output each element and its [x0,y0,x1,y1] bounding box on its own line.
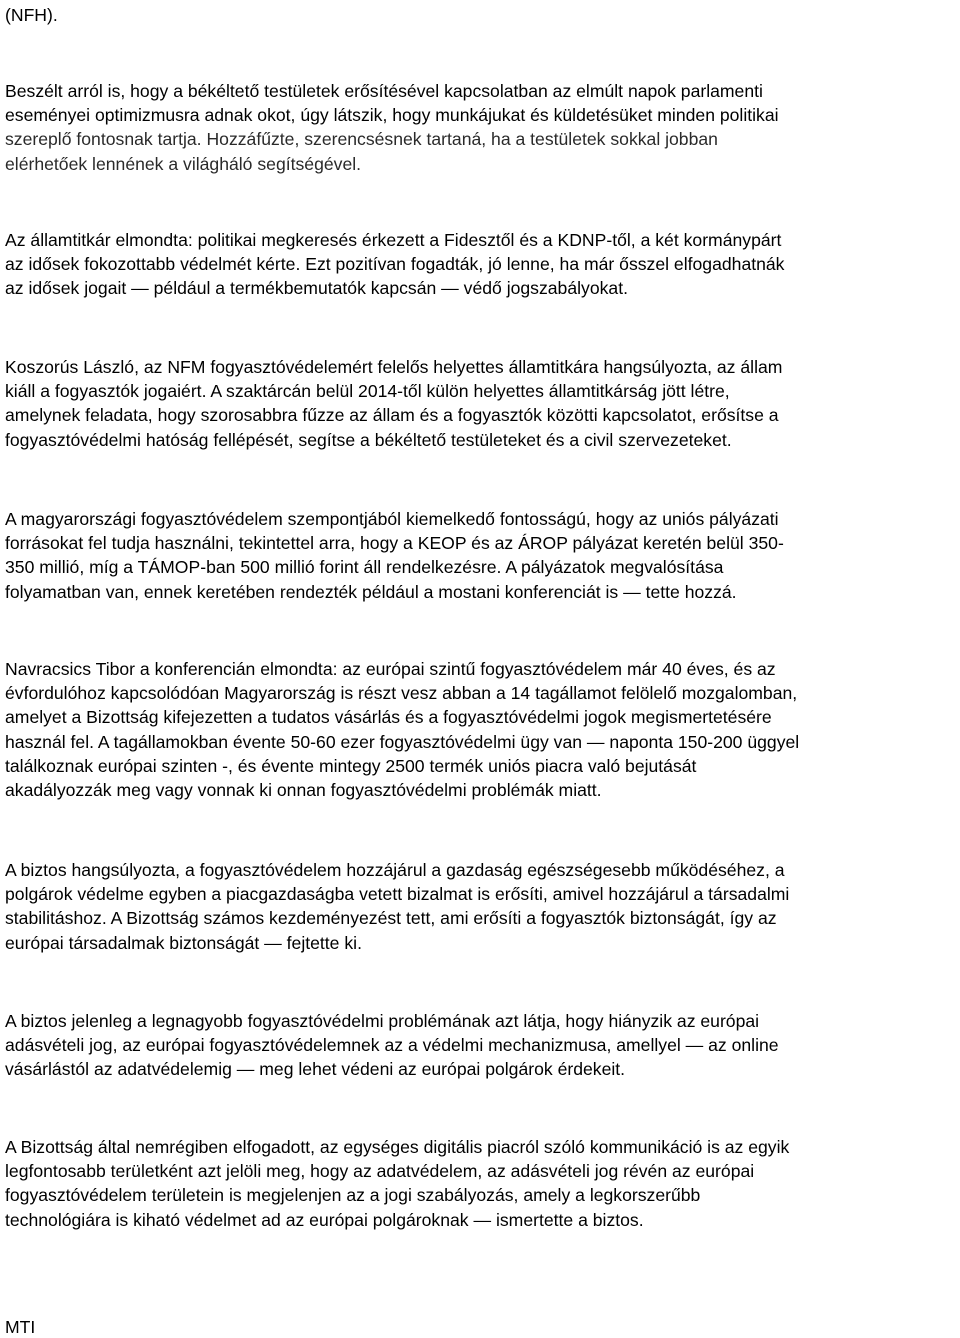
paragraph-6-line-2: polgárok védelme egyben a piacgazdaságba vetett bizalmat is erősíti, amivel hozzájárul a társadalmi [5,884,790,905]
paragraph-7-line-3: vásárlástól az adatvédelemig — meg lehet védeni az európai polgárok érdekeit. [5,1059,626,1080]
paragraph-5-line-4: használ fel. A tagállamokban évente 50-60 ezer fogyasztóvédelmi ügy van — naponta 150-200 üggyel [5,731,800,752]
paragraph-2 [5,228,955,301]
source-footer: MTI [5,1317,36,1337]
paragraph-7-line-2: adásvételi jog, az európai fogyasztóvédelemnek az a védelmi mechanizmusa, amellyel — az online [5,1035,779,1056]
paragraph-4 [5,507,955,604]
paragraph-1-line-4: elérhetőek lennének a világháló segítségével. [5,153,362,174]
paragraph-5 [5,657,955,802]
paragraph-8-line-2: legfontosabb területként azt jelöli meg, hogy az adatvédelem, az adásvételi jog révén az európai [5,1161,755,1182]
paragraph-3-line-2: kiáll a fogyasztók jogaiért. A szaktárcán belül 2014-től külön helyettes államtitkárság jött létre, [5,381,730,402]
paragraph-1-line-1: Beszélt arról is, hogy a békéltető testületek erősítésével kapcsolatban az elmúlt napok parlamenti [5,81,763,101]
paragraph-6-line-1: A biztos hangsúlyozta, a fogyasztóvédelem hozzájárul a gazdaság egészségesebb működéséhez, a [5,860,785,880]
paragraph-4-line-2: forrásokat fel tudja használni, tekintettel arra, hogy a KEOP és az ÁROP pályázat keretén belül 350- [5,533,784,554]
paragraph-3 [5,355,955,452]
paragraph-2-line-2: az idősek fokozottabb védelmét kérte. Ezt pozitívan fogadták, jó lenne, ha már ősszel elfogadhatnák [5,254,785,275]
paragraph-3-line-3: amelynek feladata, hogy szorosabbra fűzze az állam és a fogyasztók közötti kapcsolatot, erősítse a [5,405,779,426]
paragraph-6-line-3: stabilitáshoz. A Bizottság számos kezdeményezést tett, ami erősíti a fogyasztók biztonságát, így az [5,908,777,929]
paragraph-4-line-1: A magyarországi fogyasztóvédelem szempontjából kiemelkedő fontosságú, hogy az uniós pályázati [5,509,779,529]
paragraph-3-line-1: Koszorús László, az NFM fogyasztóvédelemért felelős helyettes államtitkára hangsúlyozta, az állam [5,357,783,377]
paragraph-1 [5,79,955,176]
paragraph-6-line-4: európai társadalmak biztonságát — fejtette ki. [5,932,362,953]
paragraph-5-line-3: amelyet a Bizottság kifejezetten a tudatos vásárlás és a fogyasztóvédelmi jogok megismertetésére [5,707,772,728]
paragraph-8-line-3: fogyasztóvédelem területein is megjelenjen az a jogi szabályozás, amely a legkorszerűbb [5,1185,701,1206]
paragraph-1-line-2: eseményei optimizmusra adnak okot, úgy látszik, hogy munkájukat és küldetésüket minden politikai [5,105,779,126]
paragraph-7-line-1: A biztos jelenleg a legnagyobb fogyasztóvédelmi problémának azt látja, hogy hiányzik az európai [5,1011,760,1031]
top-fragment: (NFH). [5,5,58,25]
paragraph-5-line-2: évfordulóhoz kapcsolódóan Magyarország is részt vesz abban a 14 tagállamot felölelő mozgalomban, [5,683,798,704]
paragraph-7 [5,1009,955,1082]
paragraph-5-line-5: találkoznak európai szinten -, és évente mintegy 2500 termék uniós piacra való bejutását [5,755,697,776]
paragraph-1-line-3: szereplő fontosnak tartja. Hozzáfűzte, szerencsésnek tartaná, ha a testületek sokkal jobban [5,129,718,150]
paragraph-8-line-4: technológiára is kiható védelmet ad az európai polgároknak — ismertette a biztos. [5,1209,644,1230]
paragraph-3-line-4: fogyasztóvédelmi hatóság fellépését, segítse a békéltető testületeket és a civil szervezeteket. [5,429,732,450]
paragraph-8 [5,1135,955,1232]
paragraph-5-line-6: akadályozzák meg vagy vonnak ki onnan fogyasztóvédelmi problémák miatt. [5,780,602,801]
paragraph-6 [5,858,955,955]
paragraph-2-line-3: az idősek jogait — például a termékbemutatók kapcsán — védő jogszabályokat. [5,278,628,299]
paragraph-4-line-3: 350 millió, míg a TÁMOP-ban 500 millió forint áll rendelkezésre. A pályázatok megvalósítása [5,557,724,578]
paragraph-5-line-1: Navracsics Tibor a konferencián elmondta: az európai szintű fogyasztóvédelem már 40 éves, és az [5,659,776,679]
paragraph-2-line-1: Az államtitkár elmondta: politikai megkeresés érkezett a Fidesztől és a KDNP-től, a két kormánypárt [5,230,782,250]
paragraph-4-line-4: folyamatban van, ennek keretében rendezték például a mostani konferenciát is — tette hozzá. [5,581,737,602]
paragraph-8-line-1: A Bizottság által nemrégiben elfogadott, az egységes digitális piacról szóló kommunikáció is az egyik [5,1137,790,1157]
